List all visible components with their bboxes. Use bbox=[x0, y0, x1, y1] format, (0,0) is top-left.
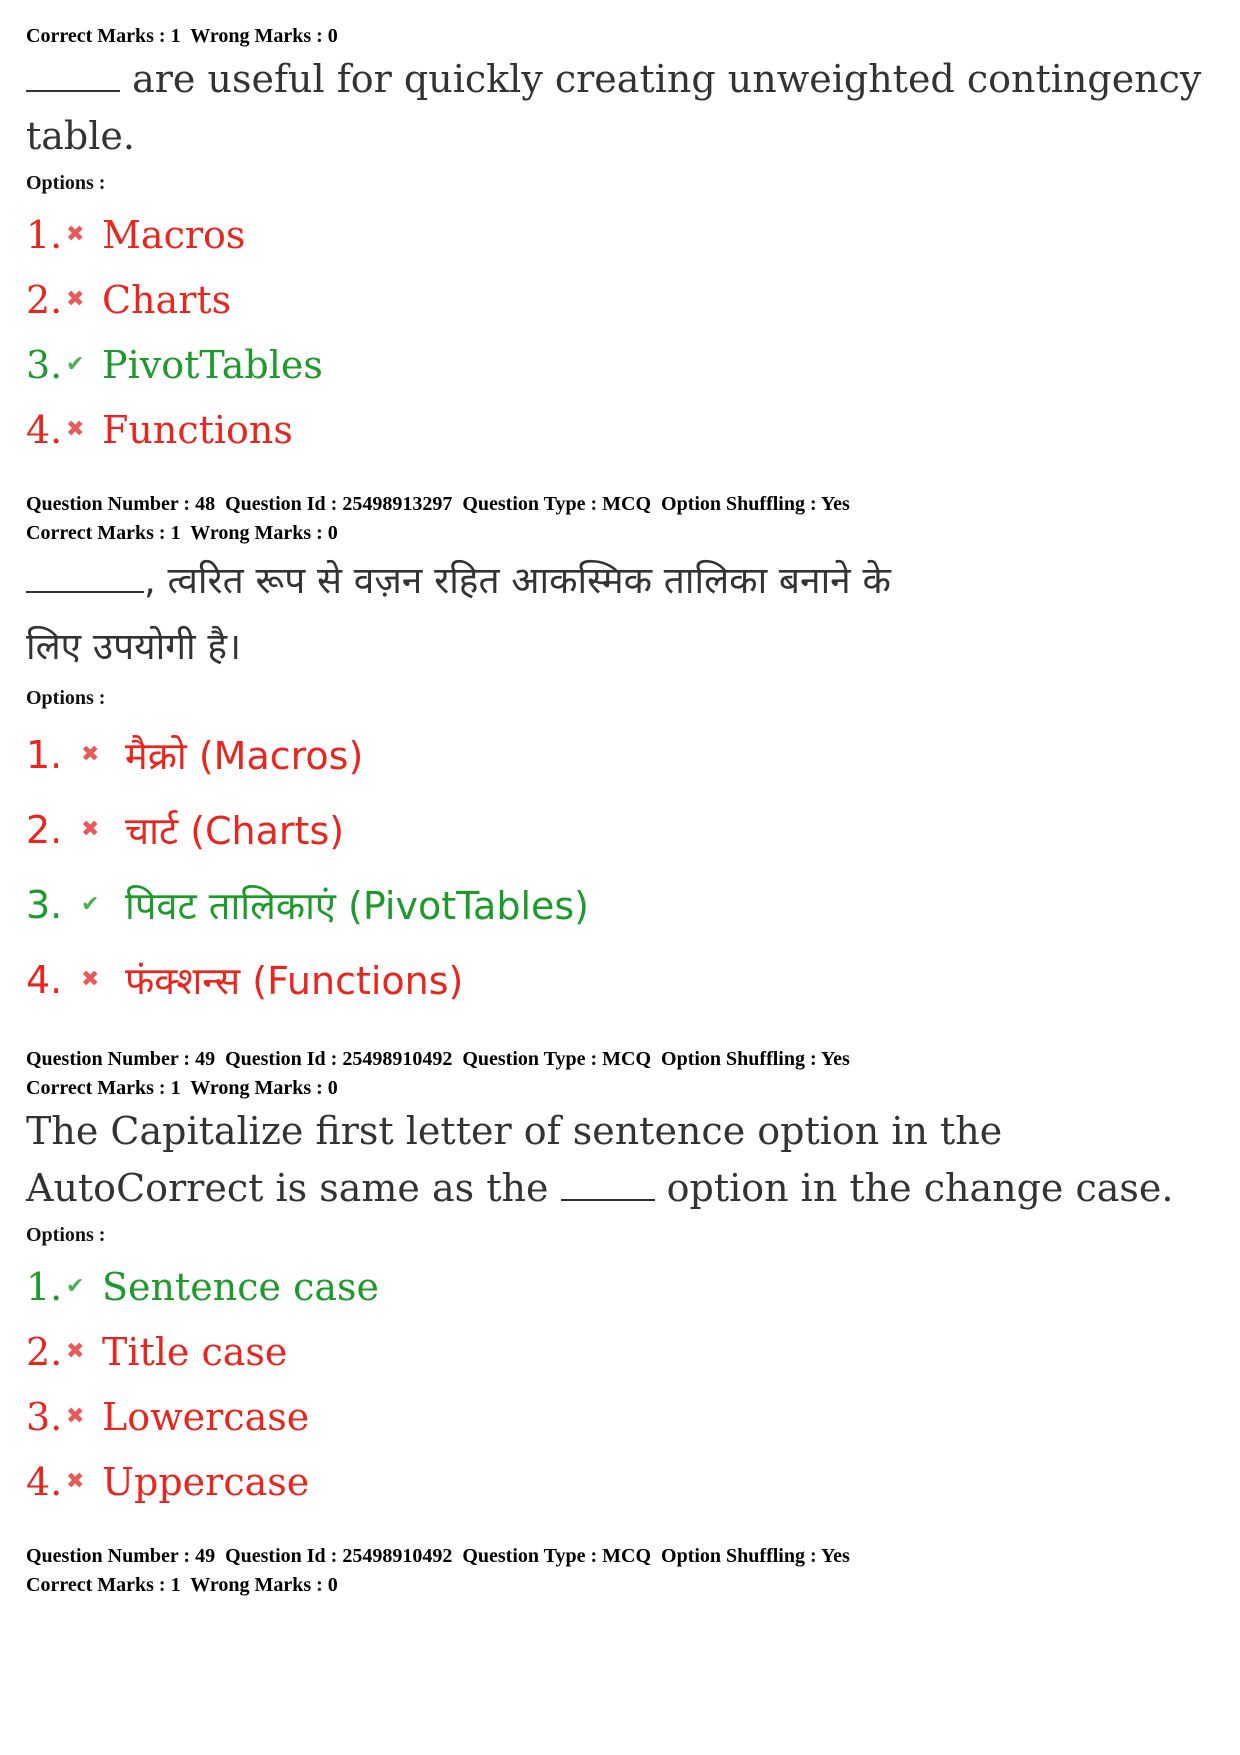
answer-blank bbox=[561, 1169, 655, 1201]
option-2: 2. ✖ Charts bbox=[26, 277, 232, 322]
option-4: 4. ✖ Uppercase bbox=[26, 1459, 310, 1504]
options-label: Options : bbox=[26, 172, 106, 194]
question-text: The Capitalize first letter of sentence option in the AutoCorrect is same as the option in the change case. bbox=[26, 1109, 1174, 1210]
marks-line: Correct Marks : 1 Wrong Marks : 0 bbox=[26, 1077, 338, 1099]
check-icon: ✔ bbox=[66, 352, 85, 377]
question-block-48 bbox=[26, 490, 1216, 1017]
cross-icon: ✖ bbox=[81, 742, 100, 767]
question-meta-line: Question Number : 49 Question Id : 25498910492 Question Type : MCQ Option Shuffling : Yes bbox=[26, 1545, 850, 1567]
answer-blank bbox=[26, 561, 144, 593]
question-block-49 bbox=[26, 1045, 1216, 1514]
cross-icon: ✖ bbox=[66, 222, 85, 247]
option-2: 2. ✖ Title case bbox=[26, 1329, 288, 1374]
marks-line: Correct Marks : 1 Wrong Marks : 0 bbox=[26, 25, 338, 47]
option-4: 4. ✖ फंक्शन्स (Functions) bbox=[26, 957, 464, 1003]
question-block-next bbox=[26, 1542, 1216, 1600]
cross-icon: ✖ bbox=[66, 1404, 85, 1429]
cross-icon: ✖ bbox=[81, 967, 100, 992]
question-text: , त्वरित रूप से वज़न रहित आकस्मिक तालिका बनाने के लिए उपयोगी है। bbox=[26, 559, 891, 668]
check-icon: ✔ bbox=[66, 1274, 85, 1299]
option-3: 3. ✔ पिवट तालिकाएं (PivotTables) bbox=[26, 882, 590, 928]
answer-blank bbox=[26, 60, 120, 92]
question-paper-page bbox=[26, 22, 1216, 1600]
marks-line: Correct Marks : 1 Wrong Marks : 0 bbox=[26, 522, 338, 544]
cross-icon: ✖ bbox=[66, 287, 85, 312]
option-1: 1. ✖ Macros bbox=[26, 212, 246, 257]
options-label: Options : bbox=[26, 687, 106, 709]
question-meta-line: Question Number : 49 Question Id : 25498910492 Question Type : MCQ Option Shuffling : Yes bbox=[26, 1048, 850, 1070]
question-block-47 bbox=[26, 22, 1216, 462]
option-4: 4. ✖ Functions bbox=[26, 407, 293, 452]
options-label: Options : bbox=[26, 1224, 106, 1246]
option-1: 1. ✖ मैक्रो (Macros) bbox=[26, 732, 364, 778]
cross-icon: ✖ bbox=[66, 417, 85, 442]
option-3: 3. ✔ PivotTables bbox=[26, 342, 323, 387]
question-text: are useful for quickly creating unweighted contingency table. bbox=[26, 57, 1202, 158]
cross-icon: ✖ bbox=[66, 1469, 85, 1494]
question-meta-line: Question Number : 48 Question Id : 25498913297 Question Type : MCQ Option Shuffling : Yes bbox=[26, 493, 850, 515]
marks-line: Correct Marks : 1 Wrong Marks : 0 bbox=[26, 1574, 338, 1596]
cross-icon: ✖ bbox=[66, 1339, 85, 1364]
check-icon: ✔ bbox=[81, 892, 100, 917]
option-2: 2. ✖ चार्ट (Charts) bbox=[26, 807, 345, 853]
cross-icon: ✖ bbox=[81, 817, 100, 842]
option-3: 3. ✖ Lowercase bbox=[26, 1394, 310, 1439]
option-1: 1. ✔ Sentence case bbox=[26, 1264, 380, 1309]
